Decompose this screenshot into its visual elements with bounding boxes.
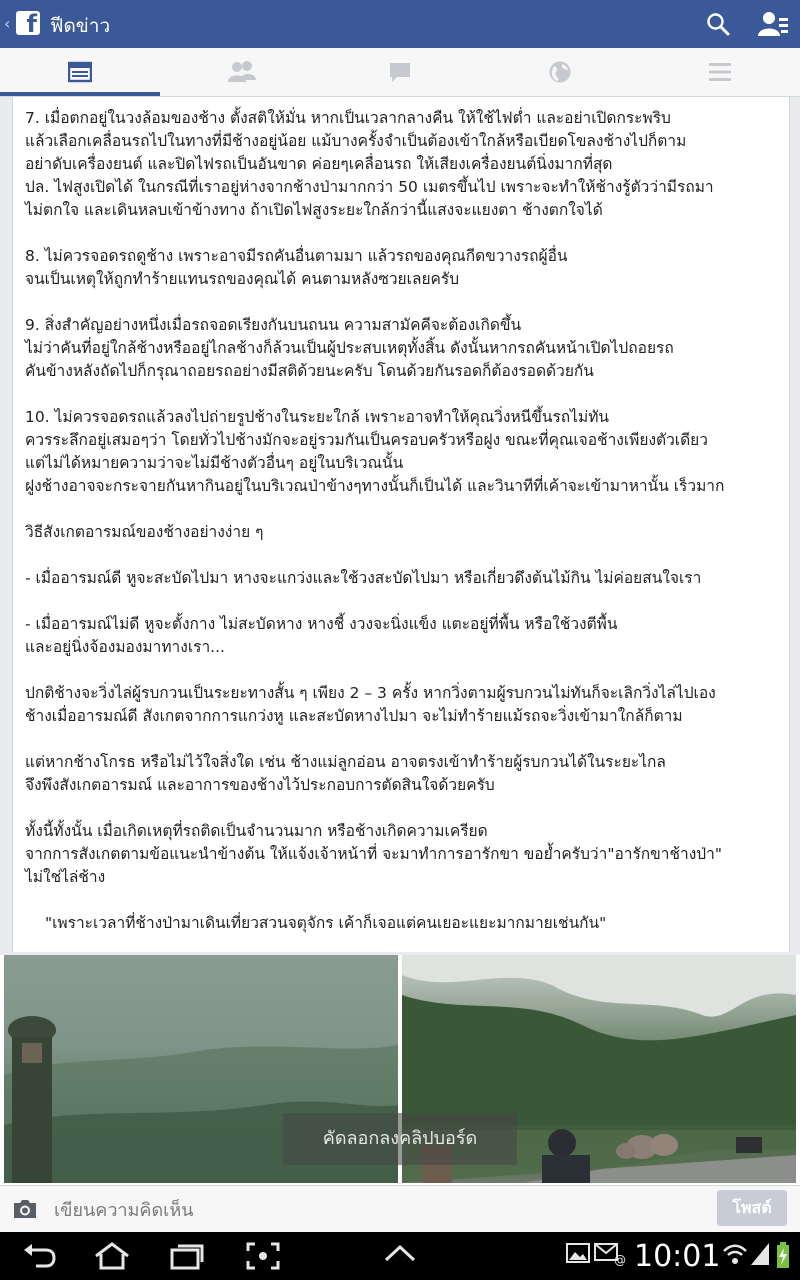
battery-charging-icon <box>776 1242 790 1268</box>
chevron-up-icon[interactable] <box>384 1242 416 1262</box>
tab-menu[interactable] <box>640 48 800 96</box>
post-paragraph: ปกติช้างจะวิ่งไล่ผู้รบกวนเป็นระยะทางสั้น ๆ เพียง 2 – 3 ครั้ง หากวิ่งตามผู้รบกวนไม่ทันก็จะเลิกวิ่งไล่ไปเอง ช้างเมื่ออารมณ์ดี สังเกตจากการแกว่งหู และสะบัดหางไปมา จะไม่ทำร้ายแม้รถจะวิ่งเข้ามาใกล้ก็ตาม <box>25 684 716 725</box>
post-paragraph: 7. เมื่อตกอยู่ในวงล้อมของช้าง ตั้งสติให้มั่น หากเป็นเวลากลางคืน ให้ใช้ไฟต่ำ และอย่าเปิดกระพริบ แล้วเลือกเคลื่อนรถไปในทางที่มีช้างอยู่น้อย แม้บางครั้งจำเป็นต้องเข้าใกล้หรือเบียดโขลงช้างไปก็ตาม อย่าดับเครื่องยนต์ และปิดไฟรถเป็นอันขาด ค่อยๆเคลื่อนรถ ให้เสียงเครื่องยนต์นิ่งมากที่สุด ปล. ไฟสูงเปิดได้ ในกรณีที่เราอยู่ห่างจากช้างป่ามากกว่า 50 เมตรขึ้นไป เพราะจะทำให้ช้างรู้ตัวว่ามีรถมา ไม่ตกใจ และเดินหลบเข้าข้างทาง ถ้าเปิดไฟสูงระยะใกล้กว่านี้แสงจะแยงตา ช้างตกใจได้ <box>25 109 714 219</box>
menu-icon <box>708 60 732 84</box>
tab-bar <box>0 48 800 97</box>
comment-input[interactable] <box>52 1194 696 1226</box>
post-quote: "เพราะเวลาที่ช้างป่ามาเดินเที่ยวสวนจตุจักร เค้าก็เจอแต่คนเยอะแยะมากมายเช่นกัน" <box>45 914 607 932</box>
status-clock: 10:01 <box>634 1239 721 1274</box>
system-navigation-bar <box>0 1232 800 1280</box>
email-notification-icon <box>594 1242 626 1266</box>
search-icon[interactable] <box>706 12 730 36</box>
post-paragraph: ทั้งนี้ทั้งนั้น เมื่อเกิดเหตุที่รถติดเป็นจำนวนมาก หรือช้างเกิดความเครียด จากการสังเกตตามข้อแนะนำข้างต้น ให้แจ้งเจ้าหน้าที่ จะมาทำการอารักขา ขอย้ำครับว่า"อารักขาช้างป่า" ไม่ใช่ไล่ช้าง <box>25 822 722 886</box>
svg-text:@: @ <box>614 1253 626 1266</box>
camera-icon[interactable] <box>12 1198 38 1220</box>
home-icon[interactable] <box>92 1242 132 1270</box>
post-card <box>12 97 790 952</box>
friend-requests-icon[interactable] <box>758 11 788 37</box>
post-paragraph: 9. สิ่งสำคัญอย่างหนึ่งเมื่อรถจอดเรียงกันบนถนน ความสามัคคีจะต้องเกิดขึ้น ไม่ว่าคันที่อยู่ใกล้ช้างหรืออยู่ไกลช้างก็ล้วนเป็นผู้ประสบเหตุทั้งสิ้น ดังนั้นหากรถคันหน้าเปิดไปถอยรถ คันข้างหลังถัดไปก็กรุณาถอยรถอย่างมีสติด้วยนะครับ โดนด้วยกันรอดก็ต้องรอดด้วยกัน <box>25 316 674 380</box>
post-paragraph: - เมื่ออารมณ์ไม่ดี หูจะตั้งกาง ไม่สะบัดหาง หางชี้ งวงจะนิ่งแข็ง แตะอยู่ที่พื้น หรือใช้วงตีพื้น และอยู่นิ่งจ้องมองมาทางเรา... <box>25 615 618 656</box>
facebook-logo-icon[interactable]: f <box>16 11 40 35</box>
tab-news-feed[interactable] <box>0 48 160 96</box>
copied-to-clipboard-toast: คัดลอกลงคลิปบอร์ด <box>283 1113 517 1165</box>
post-paragraph: แต่หากช้างโกรธ หรือไม่ไว้ใจสิ่งใด เช่น ช้างแม่ลูกอ่อน อาจตรงเข้าทำร้ายผู้รบกวนได้ในระยะไกล จึงพึงสังเกตอารมณ์ และอาการของช้างไว้ประกอบการตัดสินใจด้วยครับ <box>25 753 666 794</box>
messages-icon <box>388 60 412 84</box>
back-icon[interactable] <box>22 1242 58 1270</box>
comment-composer <box>0 1185 800 1233</box>
recent-apps-icon[interactable] <box>170 1242 204 1270</box>
signal-strength-icon <box>750 1242 770 1266</box>
top-bar <box>0 0 800 48</box>
tab-notifications[interactable] <box>480 48 640 96</box>
post-paragraph: 8. ไม่ควรจอดรถดูช้าง เพราะอาจมีรถคันอื่นตามมา แล้วรถของคุณกีดขวางรถผู้อื่น จนเป็นเหตุให้ถูกทำร้ายแทนรถของคุณได้ คนตามหลังซวยเลยครับ <box>25 247 568 288</box>
notifications-globe-icon <box>548 60 572 84</box>
post-paragraph: - เมื่ออารมณ์ดี หูจะสะบัดไปมา หางจะแกว่งและใช้วงสะบัดไปมา หรือเกี่ยวดึงต้นไม้กิน ไม่ค่อยสนใจเรา <box>25 569 702 587</box>
page-title: ฟีดข่าว <box>50 15 111 37</box>
tab-messages[interactable] <box>320 48 480 96</box>
post-comment-button[interactable]: โพสต์ <box>717 1190 787 1226</box>
post-body <box>25 107 785 958</box>
post-paragraph: วิธีสังเกตอารมณ์ของช้างอย่างง่าย ๆ <box>25 523 264 541</box>
friends-tab-icon <box>228 60 256 84</box>
tab-friend-requests[interactable] <box>160 48 320 96</box>
back-chevron-icon[interactable]: ‹ <box>4 14 11 33</box>
wifi-icon <box>722 1242 748 1266</box>
news-feed-icon <box>68 60 92 84</box>
gallery-notification-icon <box>566 1242 590 1264</box>
post-paragraph: 10. ไม่ควรจอดรถแล้วลงไปถ่ายรูปช้างในระยะใกล้ เพราะอาจทำให้คุณวิ่งหนีขึ้นรถไม่ทัน ควรระลึกอยู่เสมอๆว่า โดยทั่วไปช้างมักจะอยู่รวมกันเป็นครอบครัวหรือฝูง ขณะที่คุณเจอช้างเพียงตัวเดียว แต่ไม่ได้หมายความว่าจะไม่มีช้างตัวอื่นๆ อยู่ในบริเวณนั้น ฝูงช้างอาจจะกระจายกันหากินอยู่ในบริเวณป่าข้างๆทางนั้นก็เป็นได้ และวินาทีที่เค้าจะเข้ามาหานั้น เร็วมาก <box>25 408 725 495</box>
screenshot-icon[interactable] <box>246 1242 280 1270</box>
